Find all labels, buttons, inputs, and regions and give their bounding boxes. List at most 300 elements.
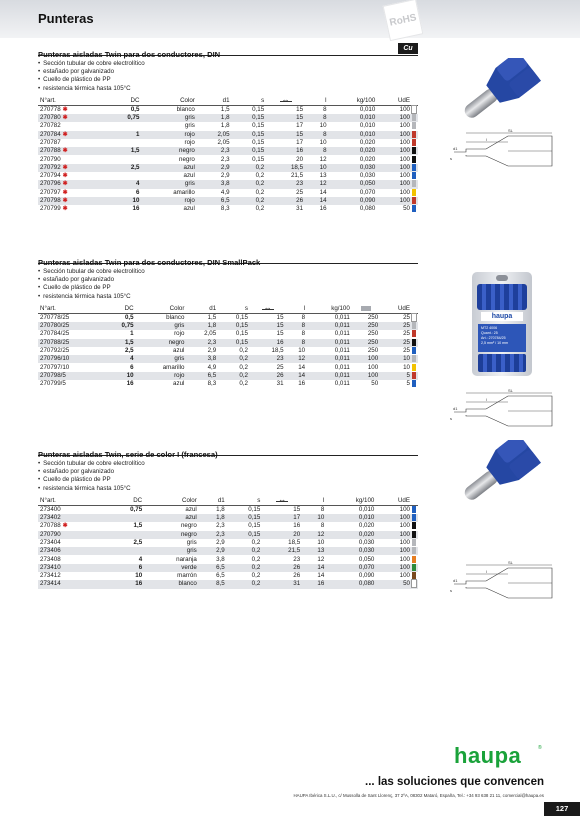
product-table [38, 97, 418, 214]
table-row [38, 555, 418, 563]
s-cell: 0,2 [232, 180, 267, 188]
table-row [38, 322, 418, 330]
page-title: Punteras [38, 11, 94, 26]
column-header: s [227, 497, 263, 506]
color-swatch-header [412, 305, 418, 314]
color-swatch [412, 131, 418, 139]
article-number-cell: 270782 [40, 122, 61, 130]
l-cell: 8 [305, 131, 329, 139]
d1-cell: 2,05 [204, 330, 217, 338]
column-header: DC [109, 497, 145, 506]
s-cell: 0,2 [251, 555, 261, 563]
s-label: s [450, 416, 452, 421]
d1-cell: 2,05 [197, 131, 232, 139]
article-number-cell: 270798/5 [38, 372, 104, 380]
d1-cell: 2,3 [220, 155, 230, 163]
s-cell: 0,15 [218, 322, 250, 330]
d1-cell: 6,5 [186, 372, 218, 380]
table-row [38, 372, 418, 380]
len-cell: 16 [293, 522, 301, 530]
table-row [38, 380, 418, 388]
l-cell: 16 [298, 380, 306, 388]
dc-cell: 10 [107, 197, 142, 205]
column-header [266, 97, 305, 106]
dc-cell: 0,75 [107, 114, 142, 122]
s-cell: 0,2 [251, 572, 261, 580]
d1-cell: 2,3 [199, 531, 227, 539]
kg-cell: 0,011 [307, 355, 352, 363]
len-cell: 25 [276, 363, 284, 371]
dc-cell: 10 [135, 572, 143, 580]
d1-cell: 1,8 [216, 505, 225, 513]
article-number-cell: 270790 [38, 531, 109, 539]
s-cell: 0,2 [232, 164, 267, 172]
color-swatch [412, 572, 418, 580]
kg-cell: 0,010 [326, 514, 376, 522]
pack-label: MT2 4006 Quant.: 25 Art.: 270784/25 2,5 mm² / 10 mm [478, 324, 526, 352]
s-cell: 0,2 [251, 538, 261, 546]
color-cell: azul [173, 346, 185, 354]
ude-cell: 25 [403, 346, 410, 354]
ude-cell: 50 [403, 205, 410, 213]
d1-label: d1 [453, 578, 458, 583]
dc-cell [107, 139, 142, 147]
ude-cell: 100 [377, 164, 412, 172]
len-cell: 15 [266, 131, 305, 139]
table-row [38, 197, 418, 205]
s-cell: 0,15 [252, 138, 265, 146]
color-swatch [412, 322, 418, 330]
column-header: N°art. [38, 497, 109, 506]
color-cell: marrón [177, 572, 197, 580]
color-swatch [412, 380, 418, 388]
color-cell: gris [184, 122, 195, 130]
dc-cell: 16 [109, 580, 145, 588]
s-cell: 0,15 [232, 114, 267, 122]
article-number-cell: 273402 [38, 514, 109, 522]
ude-cell: 25 [380, 339, 412, 347]
stock-star-icon: ✱ [62, 197, 68, 205]
dc-cell: 6 [135, 188, 140, 196]
s-cell: 0,15 [252, 105, 265, 113]
color-cell: blanco [176, 105, 195, 113]
column-header: d1 [197, 97, 232, 106]
column-header: l [305, 97, 329, 106]
color-swatch [412, 339, 418, 347]
ude-cell: 100 [399, 522, 410, 530]
color-cell: negro [144, 531, 199, 539]
column-header: l [286, 305, 308, 314]
kg-cell: 0,030 [358, 538, 375, 546]
color-swatch [412, 205, 418, 213]
color-cell: amarillo [173, 188, 195, 196]
color-cell: gris [186, 538, 197, 546]
article-number-cell: 270788 ✱ [38, 147, 107, 155]
l-cell: 13 [302, 547, 326, 555]
d1-cell: 2,9 [216, 538, 225, 546]
table-header-row [38, 305, 418, 314]
article-number-cell: 270784 ✱ [38, 131, 107, 139]
color-cell: azul [173, 380, 185, 388]
article-number-cell: 270798 ✱ [38, 197, 107, 205]
color-cell: amarillo [162, 363, 185, 371]
len-cell: 17 [262, 514, 302, 522]
dc-cell: 1,5 [133, 522, 143, 530]
pk-cell: 250 [367, 330, 379, 338]
feature-item: • Sección tubular de cobre electrolítico [38, 460, 418, 468]
feature-item: • Cuello de plástico de PP [38, 284, 418, 292]
feature-list [38, 460, 418, 493]
color-cell: negro [141, 147, 196, 155]
table-row [38, 363, 418, 371]
column-header: kg/100 [307, 305, 352, 314]
kg-cell: 0,010 [329, 114, 378, 122]
table-row [38, 164, 418, 172]
color-swatch [412, 347, 418, 355]
table-header-row [38, 97, 418, 106]
dimension-drawing [446, 384, 558, 432]
d1-cell: 2,9 [207, 346, 217, 354]
table-row [38, 505, 418, 514]
len-cell: 20 [296, 155, 304, 163]
d1-cell: 1,8 [186, 322, 218, 330]
ude-cell: 100 [377, 180, 412, 188]
section-title: Punteras aisladas Twin para dos conductores, DIN SmallPack [38, 258, 261, 267]
dc-cell [107, 122, 142, 130]
len-cell: 15 [276, 330, 284, 338]
ude-cell: 100 [399, 505, 410, 513]
stock-star-icon: ✱ [62, 114, 68, 122]
table-row [38, 580, 418, 588]
sl-label: SL [508, 388, 513, 393]
color-cell: azul [183, 172, 195, 180]
column-header [262, 497, 302, 506]
color-cell: rojo [141, 131, 196, 139]
l-cell: 8 [286, 322, 308, 330]
d1-cell: 1,8 [220, 122, 230, 130]
color-cell: gris [144, 547, 199, 555]
column-header: s [218, 305, 250, 314]
s-cell: 0,2 [227, 564, 263, 572]
s-cell: 0,2 [218, 372, 250, 380]
dc-cell [109, 514, 145, 522]
s-label: s [450, 156, 452, 161]
ude-cell: 100 [376, 531, 412, 539]
stock-star-icon: ✱ [62, 147, 68, 155]
d1-cell: 1,8 [199, 514, 227, 522]
l-cell: 16 [302, 580, 326, 588]
kg-cell: 0,010 [329, 131, 378, 139]
s-label: s [450, 588, 452, 593]
page-number: 127 [544, 802, 580, 816]
ude-cell: 100 [399, 188, 410, 196]
table-row [38, 514, 418, 522]
table-row [38, 339, 418, 347]
feature-list [38, 60, 418, 93]
dc-cell: 0,5 [130, 105, 140, 113]
ude-cell: 100 [399, 572, 410, 580]
s-cell: 0,15 [232, 131, 267, 139]
d1-cell: 1,5 [207, 313, 217, 321]
color-cell: rojo [184, 138, 195, 146]
dc-cell: 0,5 [124, 313, 134, 321]
len-cell: 16 [266, 147, 305, 155]
len-cell: 31 [296, 205, 304, 213]
l-cell: 8 [305, 114, 329, 122]
len-cell: 26 [262, 564, 302, 572]
d1-cell: 6,5 [216, 572, 225, 580]
s-cell: 0,2 [255, 188, 265, 196]
s-cell: 0,2 [239, 380, 248, 388]
kg-cell: 0,070 [359, 188, 376, 196]
pk-cell: 250 [352, 322, 380, 330]
color-swatch [412, 197, 418, 205]
dc-cell: 16 [126, 380, 134, 388]
d1-cell: 2,9 [220, 172, 230, 180]
d1-cell: 3,8 [186, 355, 218, 363]
cu-badge: Cu [398, 43, 418, 54]
pk-cell: 100 [352, 372, 380, 380]
s-cell: 0,15 [235, 313, 248, 321]
dc-cell [109, 547, 145, 555]
company-address: HAUPA Ibérica S.L.U., c/ Mussolla de Sant Llorenç, 37 2ºA, 08302 Mataró, España, Tel.: +34 93 638 21 11, comercial@haupa.es [293, 793, 544, 798]
length-arrow-icon [261, 306, 275, 312]
dc-cell: 1,5 [104, 339, 136, 347]
l-cell: 10 [319, 138, 327, 146]
dc-cell [109, 531, 145, 539]
kg-cell: 0,011 [307, 372, 352, 380]
color-cell: rojo [141, 197, 196, 205]
color-cell: verde [144, 564, 199, 572]
d1-cell: 2,3 [197, 147, 232, 155]
d1-cell: 1,5 [220, 105, 230, 113]
page-header [0, 0, 580, 38]
kg-cell: 0,030 [326, 547, 376, 555]
s-cell: 0,15 [227, 514, 263, 522]
kg-cell: 0,011 [334, 380, 350, 388]
column-header: kg/100 [329, 97, 378, 106]
color-cell: blanco [166, 313, 185, 321]
l-cell: 8 [323, 105, 327, 113]
section-twin-din-smallpack [38, 252, 418, 388]
len-cell: 20 [262, 531, 302, 539]
section-header [38, 44, 418, 59]
kg-cell: 0,090 [358, 572, 375, 580]
color-swatch [412, 372, 418, 380]
article-number-cell: 270799 ✱ [40, 205, 68, 213]
length-arrow-icon [279, 98, 293, 104]
table-row [38, 189, 418, 197]
l-cell: 12 [302, 531, 326, 539]
dc-cell: 1 [130, 330, 134, 338]
table-row [38, 122, 418, 130]
d1-label: d1 [453, 146, 458, 151]
kg-cell: 0,011 [334, 346, 350, 354]
ude-cell: 5 [406, 380, 410, 388]
article-number-cell: 270796 ✱ [38, 180, 107, 188]
table-row [38, 564, 418, 572]
column-header: UdE [377, 97, 412, 106]
s-cell: 0,2 [227, 547, 263, 555]
rohs-mark: RoHS [383, 0, 424, 41]
dc-cell: 2,5 [107, 164, 142, 172]
section-header [38, 252, 418, 267]
table-row [38, 347, 418, 355]
article-number-cell: 270784/25 [40, 330, 70, 338]
kg-cell: 0,070 [326, 564, 376, 572]
s-cell: 0,15 [248, 505, 261, 513]
feature-item: • resistencia térmica hasta 105°C [38, 293, 418, 301]
color-swatch [412, 172, 418, 180]
article-number-cell: 273404 [40, 538, 61, 546]
color-cell: azul [141, 164, 196, 172]
article-number-cell: 270780/25 [38, 322, 104, 330]
len-cell: 26 [266, 197, 305, 205]
table-row [38, 531, 418, 539]
table-row [38, 572, 418, 580]
pk-cell: 250 [352, 339, 380, 347]
stock-star-icon: ✱ [62, 163, 68, 171]
s-cell: 0,2 [255, 205, 265, 213]
color-swatch [412, 363, 418, 371]
color-swatch-header [412, 97, 418, 106]
color-cell: naranja [176, 555, 197, 563]
d1-cell: 4,9 [207, 363, 217, 371]
article-number-cell: 270780 ✱ [38, 114, 107, 122]
article-number-cell: 270797 ✱ [40, 188, 68, 196]
column-header: UdE [380, 305, 412, 314]
dc-cell: 6 [109, 564, 145, 572]
column-header: Color [144, 497, 199, 506]
package-icon [361, 306, 371, 311]
color-swatch [412, 114, 418, 122]
l-cell: 10 [319, 122, 327, 130]
len-cell: 26 [250, 372, 286, 380]
color-cell: gris [136, 322, 187, 330]
l-cell: 12 [317, 555, 325, 563]
len-cell: 15 [266, 114, 305, 122]
d1-cell: 2,9 [199, 547, 227, 555]
kg-cell: 0,090 [329, 197, 378, 205]
color-cell: rojo [136, 372, 187, 380]
stock-star-icon: ✱ [62, 172, 68, 180]
twin-ferrule-blue-image [452, 440, 542, 506]
pk-cell: 50 [371, 380, 379, 388]
len-cell: 15 [296, 105, 304, 113]
kg-cell: 0,011 [334, 313, 350, 321]
l-cell: 8 [301, 330, 306, 338]
pk-cell: 100 [367, 363, 379, 371]
column-header: kg/100 [326, 497, 376, 506]
len-cell: 23 [266, 180, 305, 188]
table-row [38, 114, 418, 122]
kg-cell: 0,010 [359, 105, 376, 113]
stock-star-icon: ✱ [62, 188, 68, 196]
l-cell: 10 [317, 538, 325, 546]
l-cell: 14 [319, 188, 327, 196]
article-number-cell: 270790 [40, 155, 61, 163]
pk-cell: 250 [367, 346, 379, 354]
l-cell: 12 [319, 155, 327, 163]
ude-cell: 100 [376, 564, 412, 572]
table-row [38, 147, 418, 155]
article-number-cell: 273400 [40, 505, 61, 513]
ude-cell: 100 [377, 147, 412, 155]
ude-cell: 100 [399, 155, 410, 163]
article-number-cell: 270797/10 [40, 363, 70, 371]
section-title: Punteras aisladas Twin para dos conductores, DIN [38, 50, 221, 59]
dc-cell [107, 172, 142, 180]
d1-cell: 2,9 [197, 164, 232, 172]
l-cell: 10 [305, 164, 329, 172]
kg-cell: 0,010 [359, 122, 376, 130]
color-swatch [412, 564, 418, 572]
len-cell: 17 [296, 122, 304, 130]
feature-item: • estañado por galvanizado [38, 276, 418, 284]
color-swatch [412, 105, 418, 114]
article-number-cell: 270792 ✱ [38, 164, 107, 172]
column-header: s [232, 97, 267, 106]
ude-cell: 100 [377, 131, 412, 139]
ude-cell: 10 [403, 363, 410, 371]
feature-item: • resistencia térmica hasta 105°C [38, 485, 418, 493]
d1-label: d1 [453, 406, 458, 411]
table-row [38, 205, 418, 213]
kg-cell: 0,011 [307, 339, 352, 347]
len-cell: 16 [250, 339, 286, 347]
haupa-logo: haupa ® [454, 743, 542, 768]
color-swatch [412, 180, 418, 188]
column-header [250, 305, 286, 314]
kg-cell: 0,010 [358, 505, 375, 513]
table-row [38, 355, 418, 363]
len-cell: 15 [293, 505, 301, 513]
l-cell: 14 [305, 197, 329, 205]
feature-item: • Cuello de plástico de PP [38, 76, 418, 84]
s-cell: 0,2 [227, 580, 263, 588]
feature-list [38, 268, 418, 301]
s-cell: 0,15 [248, 522, 261, 530]
color-swatch [412, 139, 418, 147]
table-row [38, 522, 418, 530]
ude-cell: 100 [399, 122, 410, 130]
ude-cell: 100 [399, 105, 410, 113]
s-cell: 0,2 [232, 197, 267, 205]
len-cell: 18,5 [266, 164, 305, 172]
kg-cell: 0,080 [359, 205, 376, 213]
s-cell: 0,15 [252, 155, 265, 163]
dc-cell: 4 [138, 555, 143, 563]
stock-star-icon: ✱ [62, 105, 68, 113]
article-number-cell: 270796/10 [38, 355, 104, 363]
dc-cell: 1 [107, 131, 142, 139]
kg-cell: 0,020 [359, 155, 376, 163]
dc-cell: 6 [130, 363, 134, 371]
l-label: l [486, 137, 487, 142]
table-row [38, 547, 418, 555]
kg-cell: 0,011 [307, 322, 352, 330]
l-label: l [486, 569, 487, 574]
column-header: N°art. [38, 97, 107, 106]
dc-cell: 2,5 [133, 538, 143, 546]
color-cell: negro [180, 522, 197, 530]
smallpack-image [472, 272, 532, 376]
article-number-cell: 270792/25 [40, 346, 70, 354]
section-twin-color-series-i [38, 444, 418, 589]
ude-cell: 100 [399, 138, 410, 146]
len-cell: 17 [296, 138, 304, 146]
article-number-cell: 270788 ✱ [40, 522, 68, 530]
